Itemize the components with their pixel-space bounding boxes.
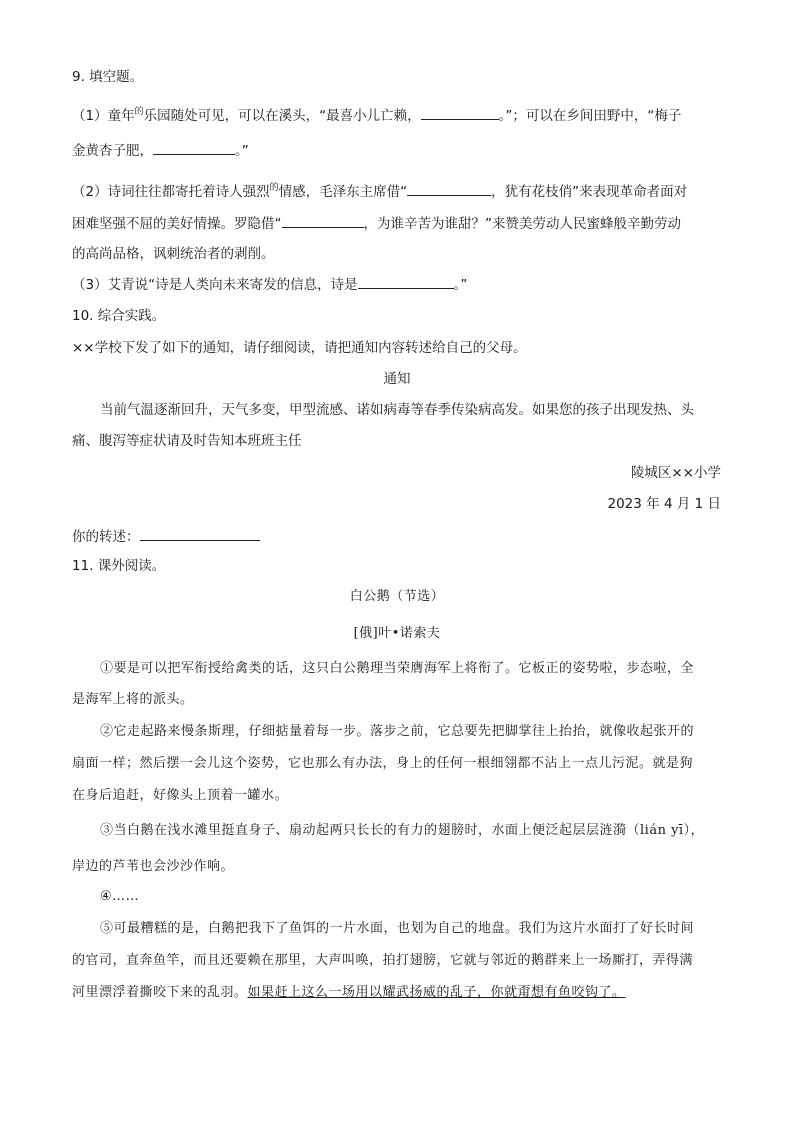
q9-p1-text-c: 。”；可以在乡间田野中，“梅子	[498, 108, 682, 124]
q11-title: 11. 课外阅读。	[72, 558, 166, 574]
q9-p3-blank[interactable]	[358, 275, 454, 289]
q9-p1-text-e: 。”	[235, 143, 249, 159]
q9-p2-text-f: 的高尚品格，讽刺统治者的剥削。	[72, 246, 275, 262]
q9-part3-line	[72, 275, 467, 294]
retell-answer-blank[interactable]	[140, 527, 260, 541]
retell-label: 你的转述：	[72, 529, 140, 545]
q9-p2-text-e: ，为谁辛苦为谁甜？”来赞美劳动人民蜜蜂般辛勤劳动	[363, 216, 681, 232]
para5-text-c: 河里漂浮着撕咬下来的乱羽。	[72, 985, 248, 1000]
para1-line2: 是海军上将的派头。	[72, 692, 194, 707]
q9-p1-text-a: （1）童年	[72, 108, 135, 124]
para5-line1: ⑤可最糟糕的是，白鹅把我下了鱼饵的一片水面，也划为自己的地盘。我们为这片水面打了好长时间	[100, 921, 695, 936]
q9-p1-text-d: 金黄杏子肥，	[72, 143, 153, 159]
notice-signature: 陵城区××小学	[630, 465, 721, 481]
notice-date: 2023 年 4 月 1 日	[607, 496, 721, 512]
q9-p2-blank-2[interactable]	[282, 214, 364, 228]
q9-p2-text-b: 情感，毛泽东主席借“	[278, 184, 408, 200]
q9-p2-blank-1[interactable]	[407, 182, 491, 196]
para3-line1: ③当白鹅在浅水滩里挺直身子、扇动起两只长长的有力的翅膀时，水面上便泛起层层涟漪（lián yī），	[100, 823, 705, 838]
q9-p1-de: 的	[134, 107, 144, 117]
q9-p2-text-a: （2）诗词往往都寄托着诗人强烈	[72, 184, 270, 200]
retell-row	[72, 527, 260, 546]
para2-line1: ②它走起路来慢条斯理，仔细掂量着每一步。落步之前，它总要先把脚掌往上抬抬，就像收起张开的	[100, 724, 695, 739]
q9-part1-line2	[72, 141, 249, 160]
q9-part2-line1	[72, 182, 687, 203]
q10-intro: ××学校下发了如下的通知，请仔细阅读，请把通知内容转述给自己的父母。	[72, 340, 527, 356]
notice-body-line2: 痛、腹泻等症状请及时告知本班班主任	[72, 433, 302, 449]
q9-p1-text-b: 乐园随处可见，可以在溪头，“最喜小儿亡赖，	[143, 108, 421, 124]
notice-title: 通知	[383, 371, 411, 387]
q9-p3-text-a: （3）艾青说“诗是人类向未来寄发的信息，诗是	[72, 277, 358, 293]
article-author: [俄]叶•诺索夫	[353, 626, 441, 641]
para4: ④……	[100, 889, 140, 904]
para5-line2: 的官司，直奔鱼竿，而且还要赖在那里，大声叫唤，拍打翅膀，它就与邻近的鹅群来上一场厮打，弄得满	[72, 953, 694, 968]
q9-p2-de: 的	[269, 183, 279, 193]
q9-p2-text-c: ，犹有花枝俏”来表现革命者面对	[491, 184, 688, 200]
para5-underlined-sentence: 如果赶上这么一场用以耀武扬威的乱子，你就甭想有鱼咬钩了。	[247, 985, 626, 1000]
article-title: 白公鹅（节选）	[349, 589, 445, 604]
q9-p2-text-d: 困难坚强不屈的美好情操。罗隐借“	[72, 216, 282, 232]
notice-body-line1: 当前气温逐渐回升，天气多变，甲型流感、诺如病毒等春季传染病高发。如果您的孩子出现发热、头	[100, 402, 694, 418]
q9-part1-line1	[72, 106, 681, 127]
q9-part2-line2	[72, 214, 681, 233]
para2-line2: 扇面一样；然后摆一会儿这个姿势，它也那么有办法，身上的任何一根细翎都不沾上一点儿污泥。就是狗	[72, 756, 694, 771]
para5-line3	[72, 984, 626, 1002]
q9-p1-blank-2[interactable]	[153, 141, 235, 155]
q10-title: 10. 综合实践。	[72, 308, 166, 324]
q9-p3-text-b: 。”	[453, 277, 468, 293]
q9-title: 9. 填空题。	[72, 69, 144, 85]
q9-p1-blank-1[interactable]	[421, 106, 499, 120]
para2-line3: 在身后追赶，好像头上顶着一罐水。	[72, 788, 289, 803]
para1-line1: ①要是可以把军衔授给禽类的话，这只白公鹅理当荣膺海军上将衔了。它板正的姿势啦，步态啦，全	[100, 661, 695, 676]
para3-line2: 岸边的芦苇也会沙沙作响。	[72, 859, 235, 874]
